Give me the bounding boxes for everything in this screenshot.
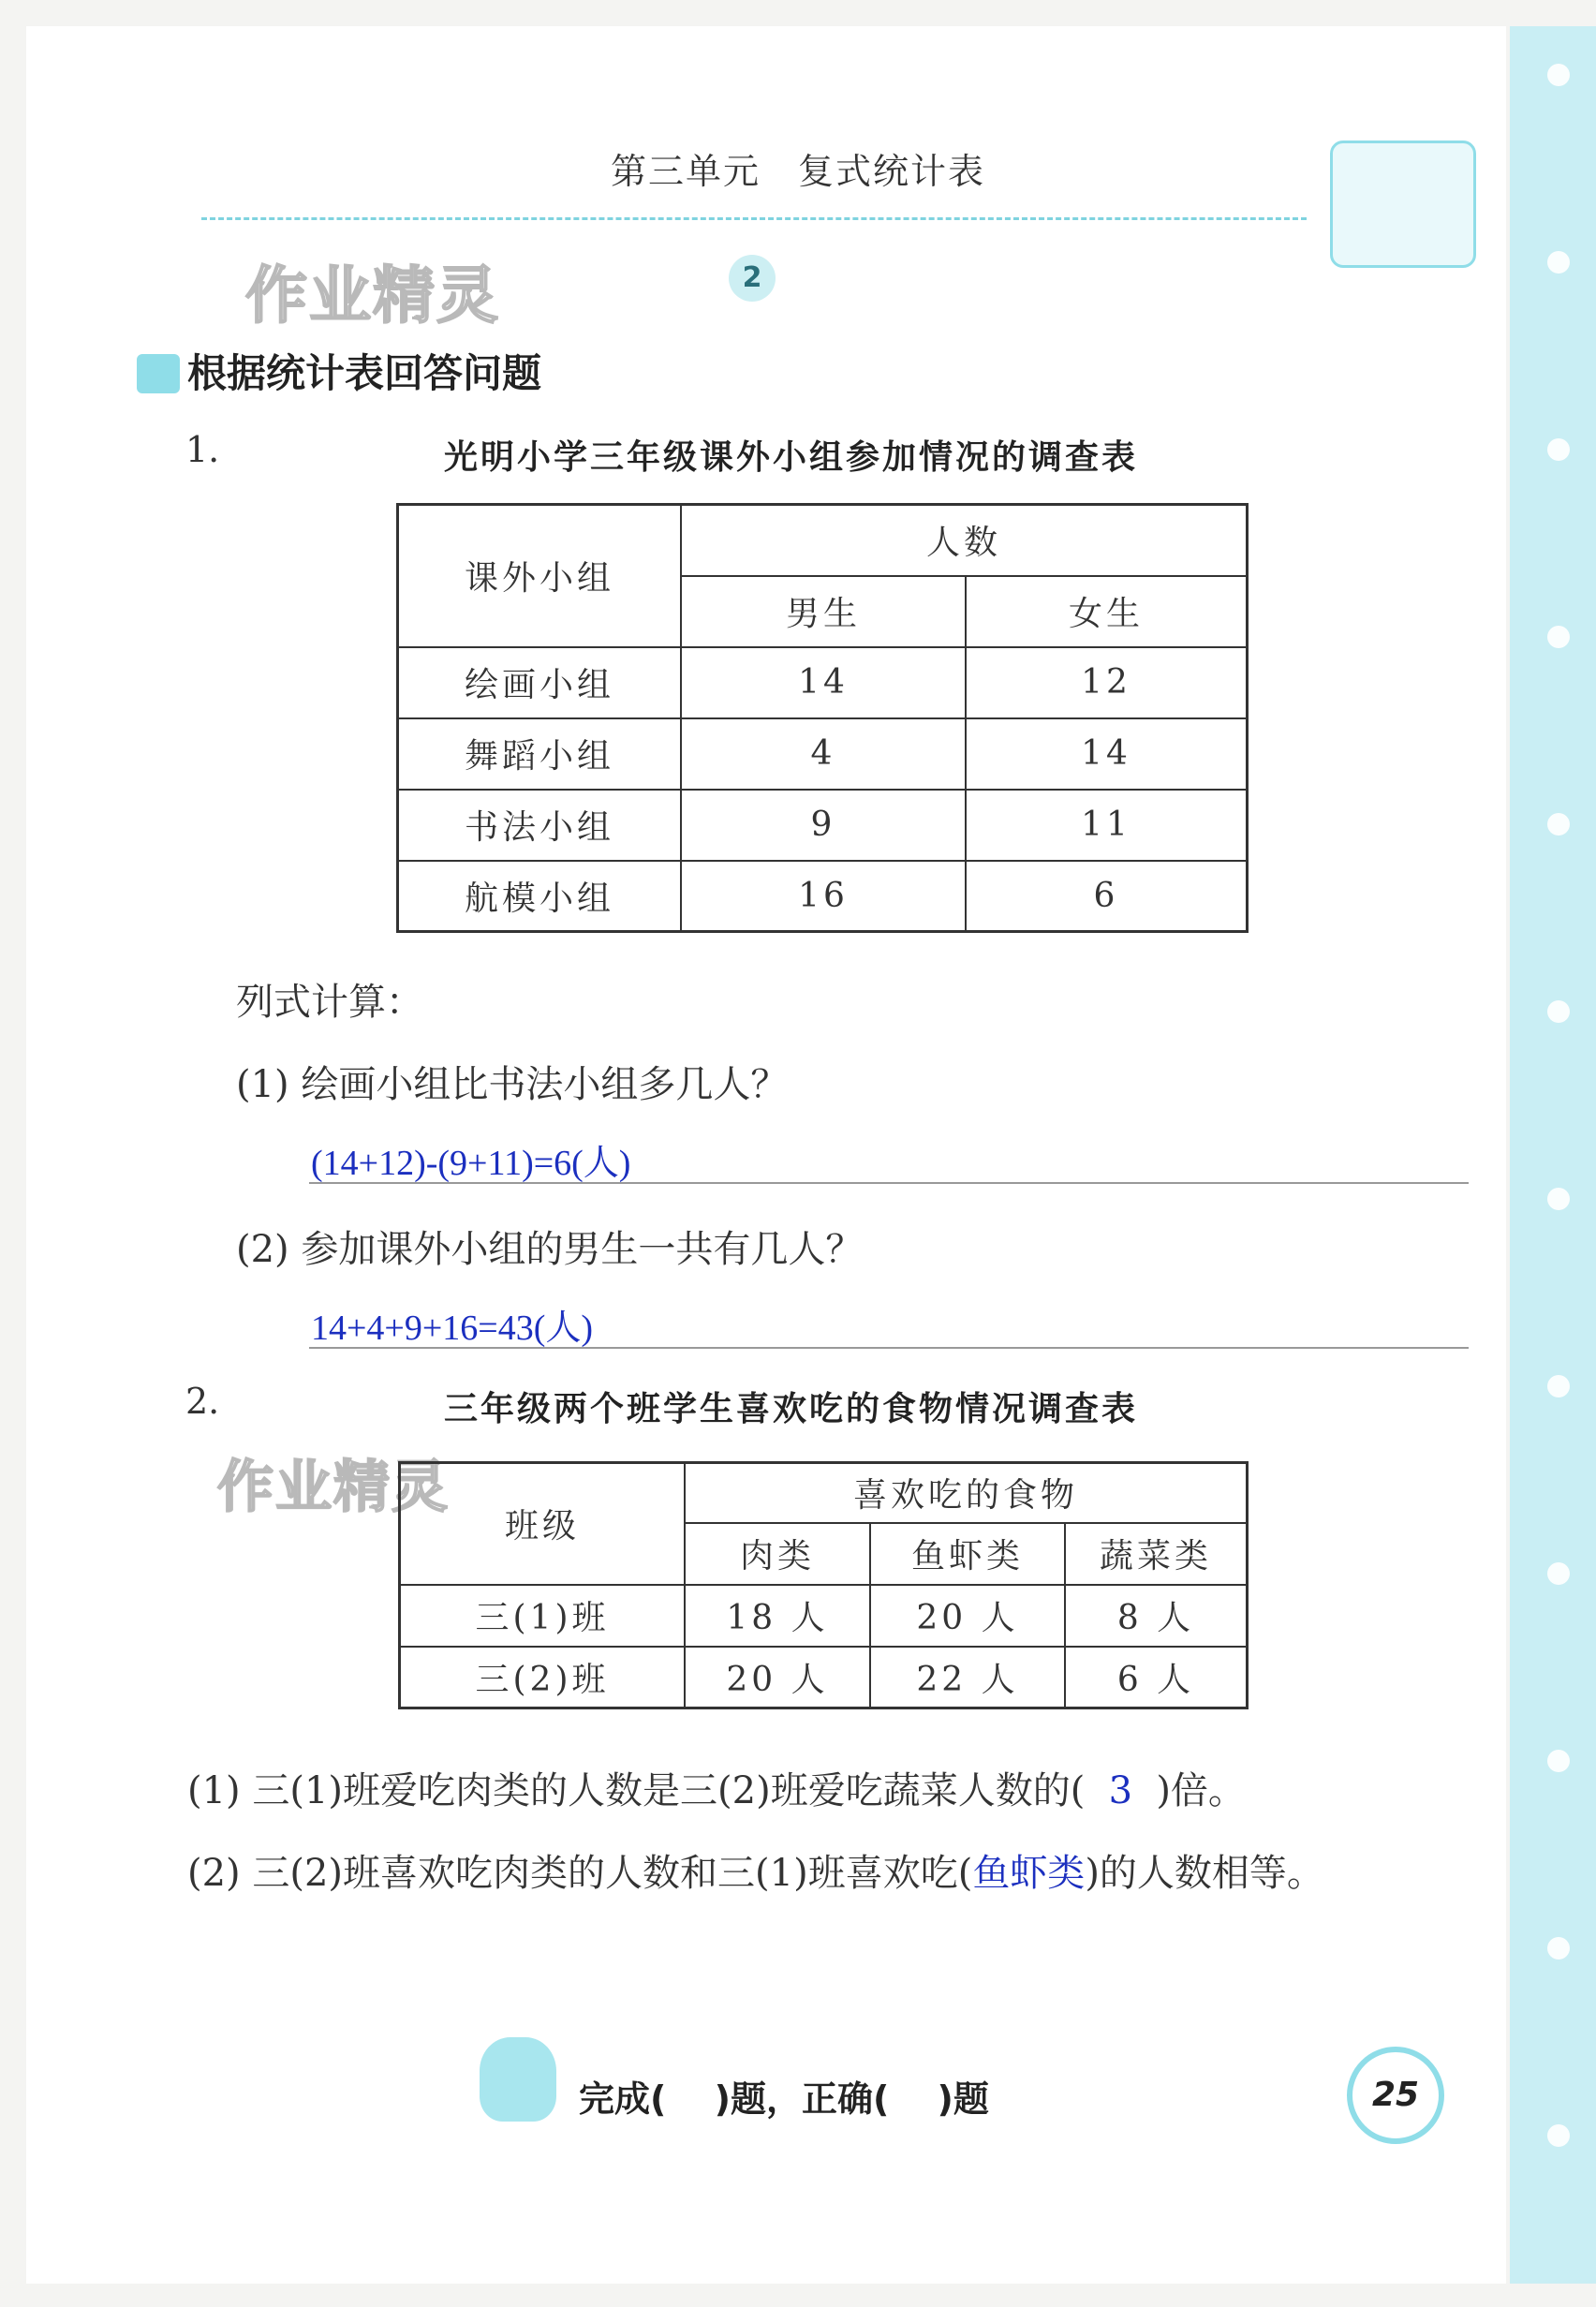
header-girls: 女生 (966, 576, 1248, 647)
question-1-sub-2: (2) 参加课外小组的男生一共有几人？ (236, 1228, 864, 1271)
strip-dot (1547, 1562, 1570, 1585)
table-cell: 6 (966, 861, 1248, 932)
answer-2-1: 3 (1108, 1769, 1133, 1812)
answer-line (309, 1182, 1469, 1184)
answer-line (309, 1347, 1469, 1349)
calc-label: 列式计算： (236, 981, 423, 1024)
cat-icon (480, 2037, 556, 2122)
table-cell: 12 (966, 647, 1248, 718)
table-cell: 三(1)班 (400, 1585, 686, 1647)
answer-2-2: 鱼虾类 (972, 1852, 1086, 1895)
header-seafood: 鱼虾类 (870, 1523, 1065, 1585)
stationery-illustration (1330, 140, 1476, 268)
q2-1-text-after: )倍。 (1156, 1769, 1246, 1812)
q2-1-text-before: (1) 三(1)班爱吃肉类的人数是三(2)班爱吃蔬菜人数的( (187, 1769, 1086, 1812)
table-cell: 22 人 (870, 1647, 1065, 1708)
strip-dot (1547, 2124, 1570, 2147)
table-cell: 三(2)班 (400, 1647, 686, 1708)
watermark-mid: 作业精灵 (217, 1455, 450, 1520)
strip-dot (1547, 438, 1570, 461)
table-cell: 4 (681, 718, 966, 790)
table-cell: 14 (966, 718, 1248, 790)
table-cell: 舞蹈小组 (398, 718, 682, 790)
q2-2-text-before: (2) 三(2)班喜欢吃肉类的人数和三(1)班喜欢吃( (187, 1852, 973, 1895)
table-cell: 14 (681, 647, 966, 718)
strip-dot (1547, 813, 1570, 836)
strip-dot (1547, 1188, 1570, 1210)
header-group: 课外小组 (398, 505, 682, 647)
header-veg: 蔬菜类 (1065, 1523, 1248, 1585)
table-cell: 航模小组 (398, 861, 682, 932)
strip-dot (1547, 1000, 1570, 1023)
completion-tally: 完成( )题，正确( )题 (579, 2078, 989, 2120)
question-2-table (398, 1461, 1249, 1709)
question-1-sub-1: (1) 绘画小组比书法小组多几人？ (236, 1063, 789, 1106)
strip-dot (1547, 1937, 1570, 1959)
table-cell: 8 人 (1065, 1585, 1248, 1647)
strip-dot (1547, 64, 1570, 86)
table-cell: 9 (681, 790, 966, 861)
unit-title: 第三单元 复式统计表 (610, 151, 985, 192)
question-1-table-title: 光明小学三年级课外小组参加情况的调查表 (444, 438, 1139, 477)
q2-2-text-after: )的人数相等。 (1085, 1852, 1324, 1895)
answer-1-1: (14+12)-(9+11)=6(人) (311, 1144, 631, 1183)
page-number: 25 (1347, 2047, 1444, 2144)
answer-1-2: 14+4+9+16=43(人) (311, 1309, 594, 1348)
table-cell: 20 人 (870, 1585, 1065, 1647)
table-cell: 6 人 (1065, 1647, 1248, 1708)
strip-dot (1547, 626, 1570, 648)
table-cell: 18 人 (685, 1585, 870, 1647)
strip-dot (1547, 1750, 1570, 1772)
watermark-top: 作业精灵 (245, 259, 500, 332)
section-icon (137, 354, 180, 393)
lesson-badge: 2 (729, 255, 776, 302)
section-title: 根据统计表回答问题 (187, 350, 542, 396)
question-2-table-title: 三年级两个班学生喜欢吃的食物情况调查表 (444, 1390, 1139, 1428)
question-1-table (396, 503, 1249, 933)
table-cell: 11 (966, 790, 1248, 861)
question-2-sub-2 (187, 1843, 1324, 1897)
header-people: 人数 (681, 505, 1248, 576)
question-2-sub-1 (187, 1761, 1246, 1814)
header-class: 班级 (400, 1463, 686, 1585)
header-meat: 肉类 (685, 1523, 870, 1585)
table-cell: 书法小组 (398, 790, 682, 861)
strip-dot (1547, 1375, 1570, 1398)
question-2-number: 2. (185, 1381, 220, 1422)
question-1-number: 1. (185, 429, 220, 470)
header-boys: 男生 (681, 576, 966, 647)
table-cell: 20 人 (685, 1647, 870, 1708)
header-divider (201, 217, 1307, 220)
strip-dot (1547, 251, 1570, 274)
table-cell: 绘画小组 (398, 647, 682, 718)
table-cell: 16 (681, 861, 966, 932)
decorative-side-strip (1510, 26, 1596, 2284)
header-food: 喜欢吃的食物 (685, 1463, 1248, 1523)
